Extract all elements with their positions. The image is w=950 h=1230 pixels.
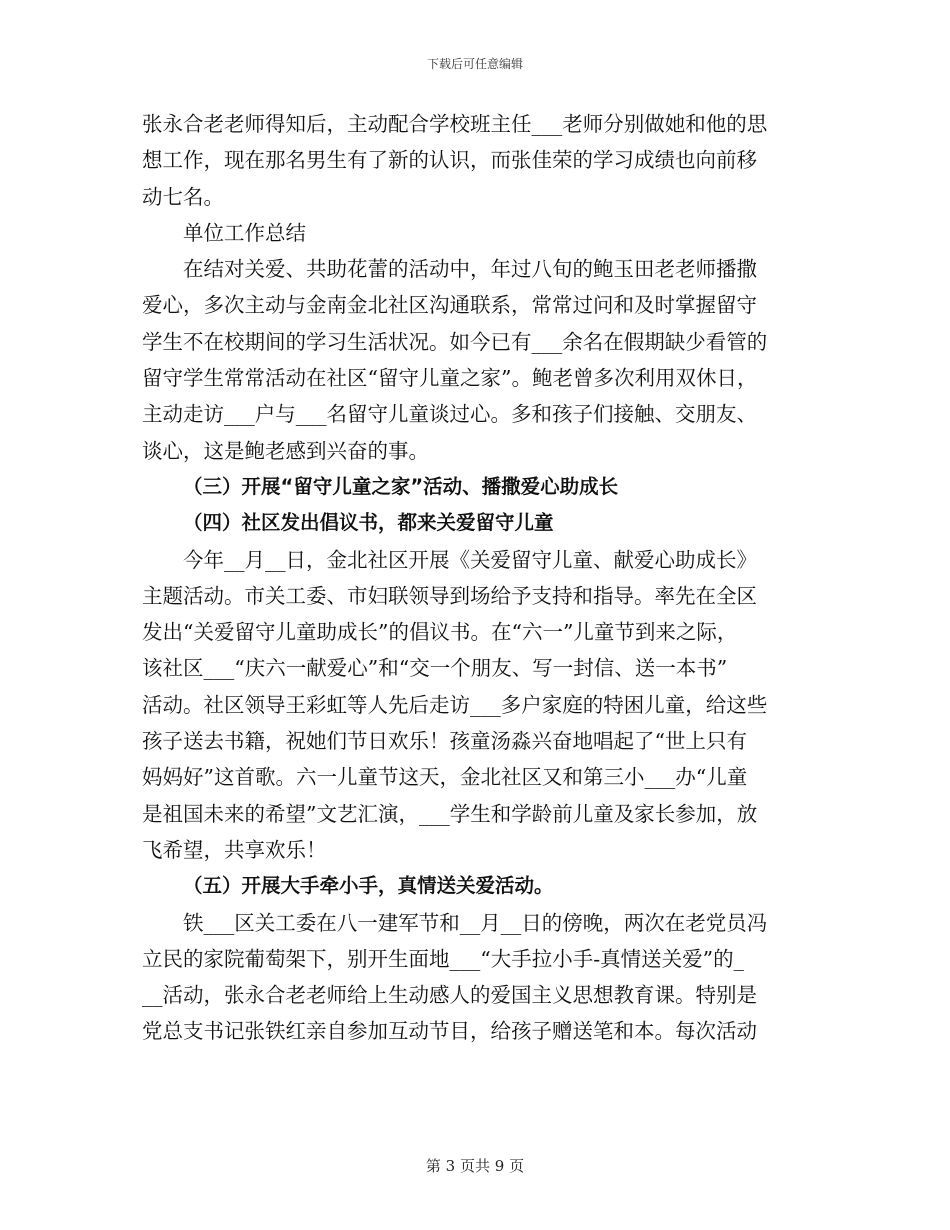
- section-note: 单位工作总结: [183, 220, 306, 245]
- text-line: 孩子送去书籍，祝她们节日欢乐！孩童汤淼兴奋地唱起了“世上只有: [142, 729, 747, 754]
- text-line: 爱心，多次主动与金南金北社区沟通联系，常常过问和及时掌握留守: [142, 293, 757, 318]
- text-line: 想工作，现在那名男生有了新的认识，而张佳荣的学习成绩也向前移: [142, 148, 757, 173]
- section-heading: （五）开展大手牵小手，真情送关爱活动。: [183, 874, 554, 898]
- text-line: 主动走访___户与___名留守儿童谈过心。多和孩子们接触、交朋友、: [142, 402, 757, 427]
- text-line: 留守学生常常活动在社区“留守儿童之家”。鲍老曾多次利用双休日，: [142, 366, 758, 391]
- text-line: 铁___区关工委在八一建军节和__月__日的傍晚，两次在老党员冯: [183, 910, 768, 935]
- text-line: 是祖国未来的希望”文艺汇演，___学生和学龄前儿童及家长参加，放: [142, 801, 758, 826]
- text-line: 发出“关爱留守儿童助成长”的倡议书。在“六一”儿童节到来之际，: [142, 620, 738, 645]
- text-line: 在结对关爱、共助花蕾的活动中，年过八旬的鲍玉田老老师播撒: [183, 257, 757, 282]
- text-line: __活动，张永合老老师给上生动感人的爱国主义思想教育课。特别是: [142, 983, 757, 1008]
- text-line: 活动。社区领导王彩虹等人先后走访___多户家庭的特困儿童，给这些: [142, 692, 768, 717]
- text-line: 学生不在校期间的学习生活状况。如今已有___余名在假期缺少看管的: [142, 329, 768, 354]
- text-line: 今年__月__日，金北社区开展《关爱留守儿童、献爱心助成长》: [183, 547, 757, 572]
- text-line: 谈心，这是鲍老感到兴奋的事。: [142, 438, 429, 463]
- section-heading: （三）开展“留守儿童之家”活动、播撒爱心助成长: [183, 474, 619, 498]
- text-line: 该社区___“庆六一献爱心”和“交一个朋友、写一封信、送一本书”: [142, 656, 728, 681]
- text-line: 张永合老老师得知后，主动配合学校班主任___老师分别做她和他的思: [142, 112, 768, 136]
- text-line: 党总支书记张铁红亲自参加互动节目，给孩子赠送笔和本。每次活动: [142, 1019, 757, 1044]
- page-footer: 第 3 页共 9 页: [425, 1157, 525, 1175]
- section-heading: （四）社区发出倡议书，都来关爱留守儿童: [183, 511, 554, 535]
- text-line: 动七名。: [142, 184, 224, 209]
- text-line: 飞希望，共享欢乐！: [142, 837, 327, 862]
- text-line: 主题活动。市关工委、市妇联领导到场给予支持和指导。率先在全区: [142, 583, 757, 608]
- header-note: 下载后可任意编辑: [426, 57, 523, 71]
- text-line: 妈妈好”这首歌。六一儿童节这天，金北社区又和第三小___办“儿童: [142, 765, 748, 790]
- body-text: [142, 106, 808, 1050]
- text-line: 立民的家院葡萄架下，别开生面地___“大手拉小手-真情送关爱”的_: [142, 946, 744, 971]
